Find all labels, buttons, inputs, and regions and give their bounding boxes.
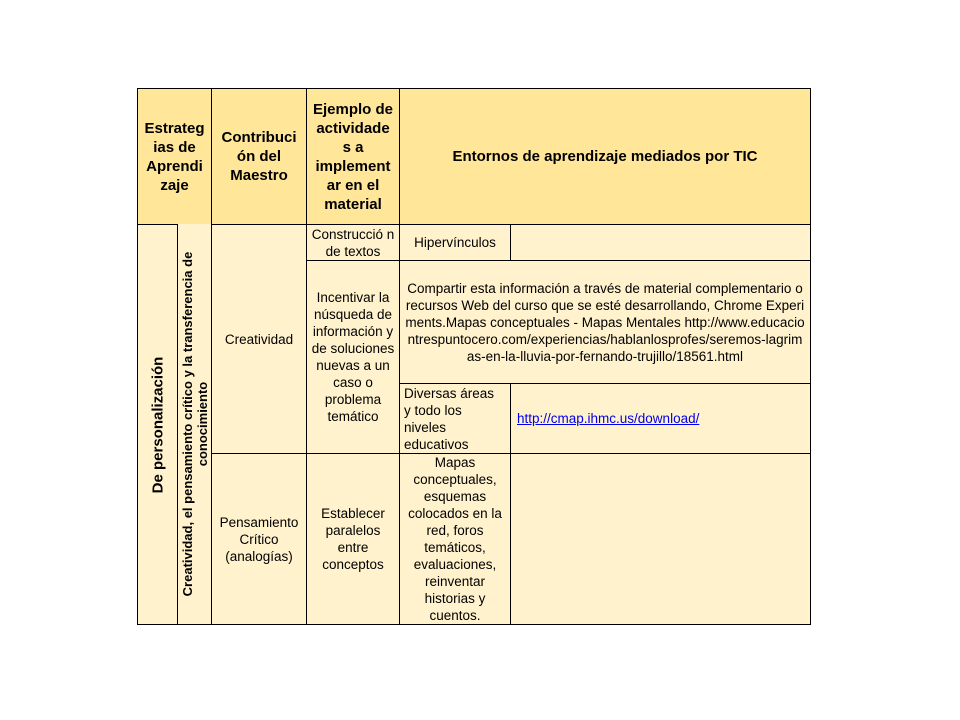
diversas-text: Diversas áreas y todo los niveles educativos [404, 385, 495, 452]
compartir-text: Compartir esta información a través de material complementario o recursos Web del curso que se esté desarrollando, Chrome Experiments.Mapas conceptuales - Mapas Mentales http://www.educaciontrespuntocero.com/experiencias/hablanlosprofes/seremos-lagrimas-en-la-lluvia-por-fernando-trujillo/18561.html [405, 280, 805, 364]
header-entornos-text: Entornos de aprendizaje mediados por TIC [452, 148, 758, 165]
cell-compartir [399, 260, 811, 384]
cell-incentivar [306, 260, 400, 454]
cell-hipervinculos-empty [510, 224, 811, 261]
construccion-text: Construcció n de textos [311, 226, 395, 259]
cell-hipervinculos [399, 224, 511, 261]
cell-creatividad [211, 224, 307, 454]
cell-diversas [399, 383, 511, 454]
header-entornos [399, 88, 811, 225]
pensamiento-text: Pensamiento Crítico (analogías) [219, 514, 299, 564]
header-ejemplo-text: Ejemplo de actividade s a implement ar en el material [312, 100, 394, 213]
incentivar-text: Incentivar la núsqueda de información y de soluciones nuevas a un caso o problema temático [311, 290, 395, 424]
learning-strategies-table [137, 88, 811, 625]
header-ejemplo [306, 88, 400, 225]
cell-mapas-empty [510, 453, 811, 625]
header-contribucion [211, 88, 307, 225]
mapas-text: Mapas conceptuales, esquemas colocados en la red, foros temáticos, evaluaciones, reinventar historias y cuentos. [408, 455, 502, 623]
header-estrategias-text: Estrateg ias de Aprendi zaje [144, 119, 205, 194]
vertical-outer-label: De personalización [149, 356, 166, 493]
establecer-text: Establecer paralelos entre conceptos [321, 506, 385, 572]
vertical-inner-cell [177, 224, 212, 625]
cell-construccion [306, 224, 400, 261]
vertical-inner-label [180, 227, 210, 622]
header-contribucion-text: Contribuci ón del Maestro [221, 129, 297, 184]
cmap-download-link[interactable]: http://cmap.ihmc.us/download/ [517, 411, 700, 426]
vertical-outer-cell [137, 224, 178, 625]
cell-cmap-link [510, 383, 811, 454]
creatividad-text: Creatividad [224, 331, 294, 347]
cell-pensamiento [211, 453, 307, 625]
cell-establecer [306, 453, 400, 625]
vertical-inner-text: Creatividad, el pensamiento crítico y la transferencia de conocimiento [179, 251, 210, 597]
hipervinculos-text: Hipervínculos [414, 235, 496, 250]
cell-mapas [399, 453, 511, 625]
header-estrategias [137, 88, 212, 225]
